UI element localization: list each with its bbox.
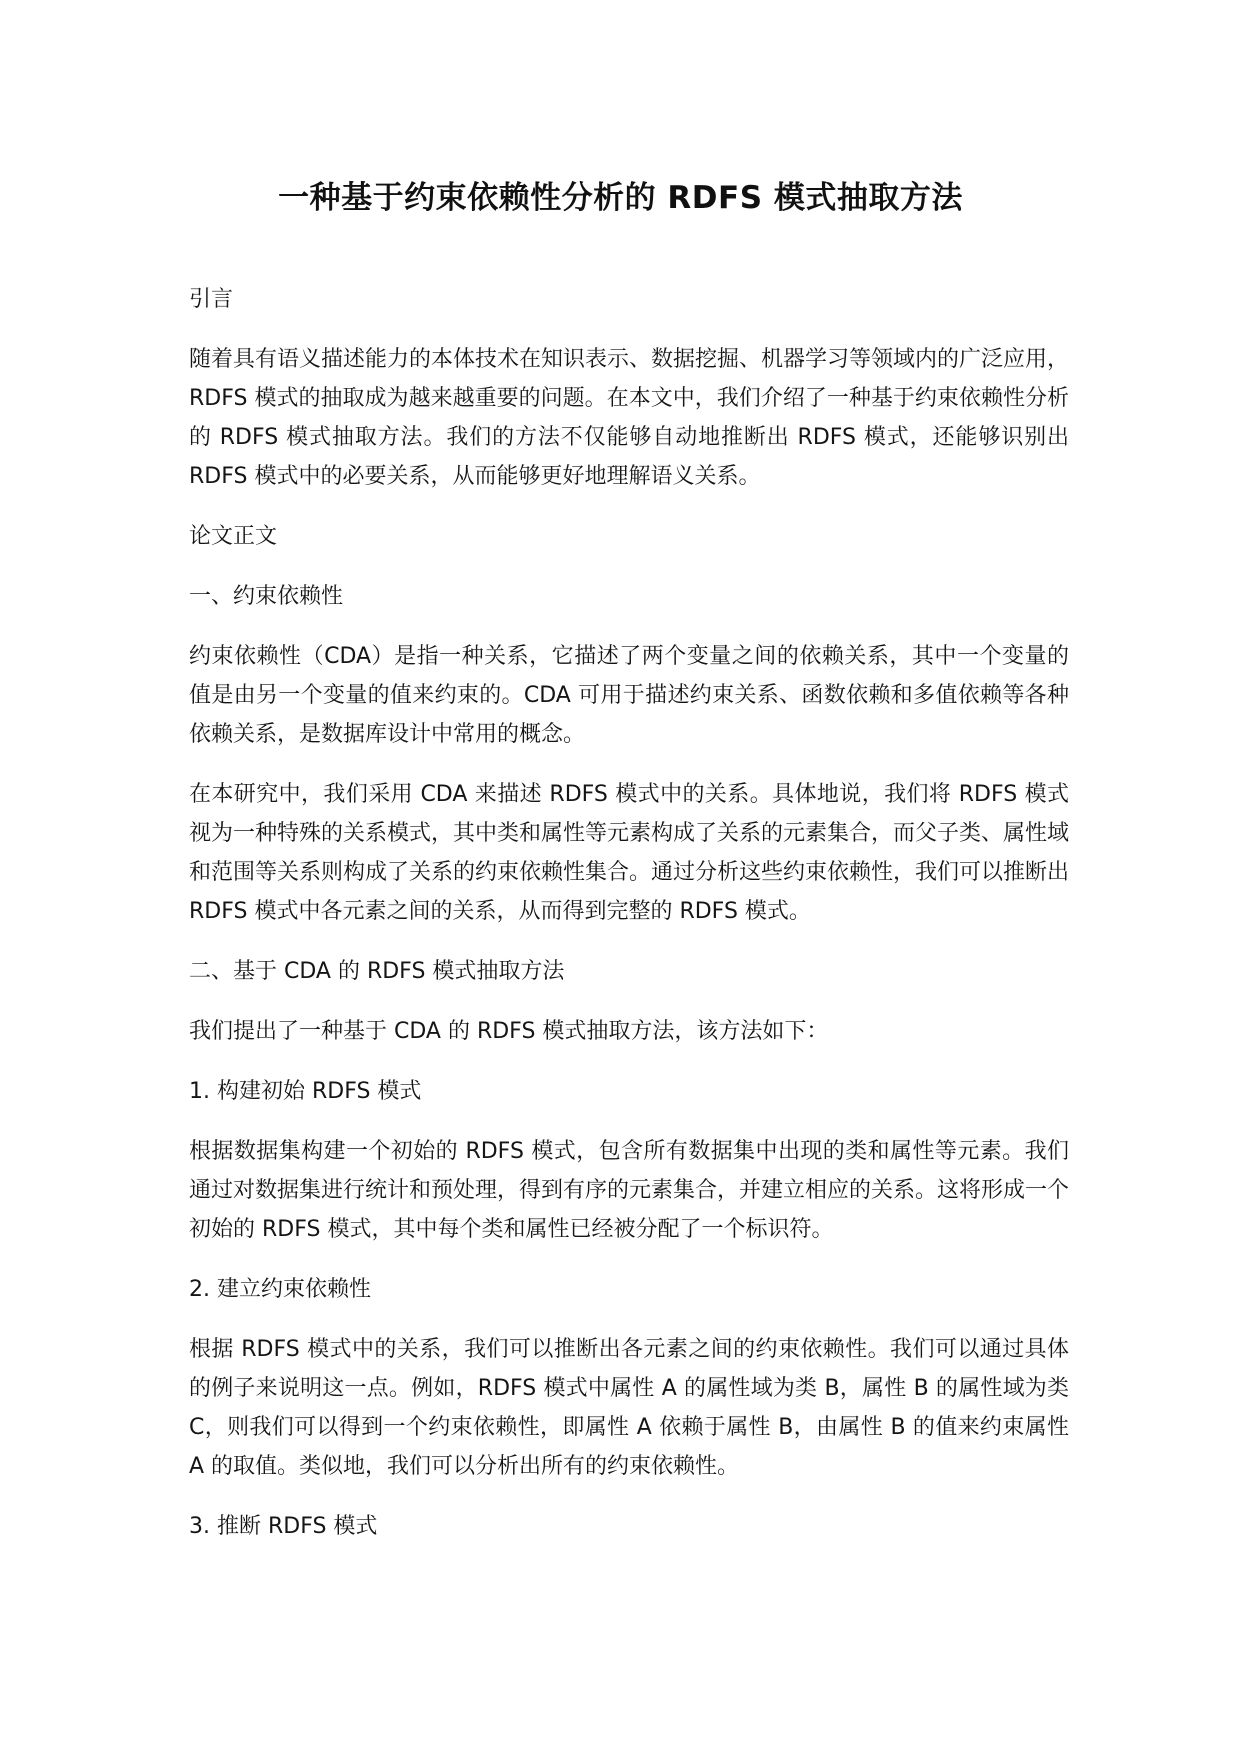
paragraph-step-1: 根据数据集构建一个初始的 RDFS 模式，包含所有数据集中出现的类和属性等元素。我们通过对数据集进行统计和预处理，得到有序的元素集合，并建立相应的关系。这将形成一个初始的 RDFS 模式，其中每个类和属性已经被分配了一个标识符。: [189, 1139, 1070, 1242]
section-heading-body: 论文正文: [189, 524, 278, 549]
step-heading-2: 2. 建立约束依赖性: [189, 1277, 371, 1302]
paragraph-cda-definition: 约束依赖性（CDA）是指一种关系，它描述了两个变量之间的依赖关系，其中一个变量的值是由另一个变量的值来约束的。CDA 可用于描述约束关系、函数依赖和多值依赖等各种依赖关系，是数据库设计中常用的概念。: [189, 644, 1069, 747]
step-heading-1: 1. 构建初始 RDFS 模式: [189, 1079, 422, 1104]
paragraph-cda-application: 在本研究中，我们采用 CDA 来描述 RDFS 模式中的关系。具体地说，我们将 RDFS 模式视为一种特殊的关系模式，其中类和属性等元素构成了关系的元素集合，而父子类、属性域和范围等关系则构成了关系的约束依赖性集合。通过分析这些约束依赖性，我们可以推断出 RDFS 模式中各元素之间的关系，从而得到完整的 RDFS 模式。: [189, 782, 1070, 924]
section-heading-intro: 引言: [189, 287, 234, 312]
section-heading-method: 二、基于 CDA 的 RDFS 模式抽取方法: [189, 959, 565, 984]
paragraph-intro: 随着具有语义描述能力的本体技术在知识表示、数据挖掘、机器学习等领域内的广泛应用，RDFS 模式的抽取成为越来越重要的问题。在本文中，我们介绍了一种基于约束依赖性分析的 RDFS 模式抽取方法。我们的方法不仅能够自动地推断出 RDFS 模式，还能够识别出 RDFS 模式中的必要关系，从而能够更好地理解语义关系。: [189, 347, 1070, 489]
section-heading-cda: 一、约束依赖性: [189, 584, 344, 609]
paragraph-method-intro: 我们提出了一种基于 CDA 的 RDFS 模式抽取方法，该方法如下：: [189, 1019, 829, 1044]
document-title: 一种基于约束依赖性分析的 RDFS 模式抽取方法: [278, 180, 963, 216]
step-heading-3: 3. 推断 RDFS 模式: [189, 1514, 378, 1539]
paragraph-step-2: 根据 RDFS 模式中的关系，我们可以推断出各元素之间的约束依赖性。我们可以通过具体的例子来说明这一点。例如，RDFS 模式中属性 A 的属性域为类 B，属性 B 的属性域为类 C，则我们可以得到一个约束依赖性，即属性 A 依赖于属性 B，由属性 B 的值来约束属性 A 的取值。类似地，我们可以分析出所有的约束依赖性。: [189, 1337, 1069, 1479]
document-body: [189, 280, 1069, 1546]
